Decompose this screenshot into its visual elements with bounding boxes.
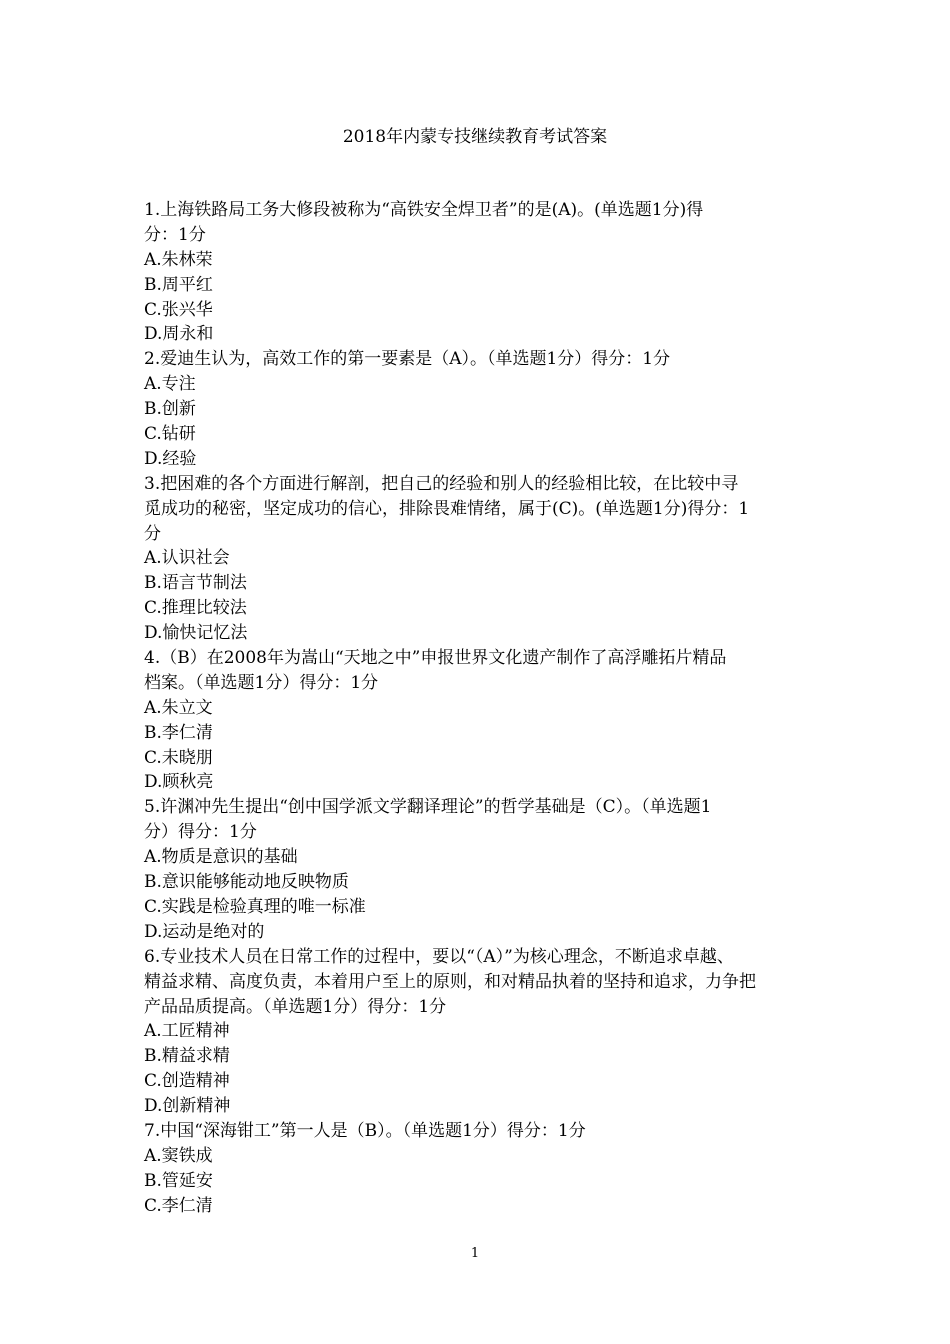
text-line: D.愉快记忆法 [144,623,248,644]
text-line: A.窦铁成 [144,1145,213,1166]
text-line: D.顾秋亮 [144,772,214,793]
text-line: 分）得分：1分 [144,822,257,843]
page-title: 2018年内蒙专技继续教育考试答案 [342,127,608,147]
text-line: 分：1分 [144,224,206,245]
text-line: 6.专业技术人员在日常工作的过程中，要以“（A）”为核心理念，不断追求卓越、 [144,946,734,967]
text-line: B.周平红 [144,274,213,295]
text-line: C.创造精神 [144,1071,230,1092]
text-line: 分 [144,523,161,544]
text-line: C.张兴华 [144,299,213,320]
text-line: B.管延安 [144,1170,213,1191]
text-line: D.经验 [144,448,197,469]
text-line: D.周永和 [144,324,214,345]
text-line: C.实践是检验真理的唯一标准 [144,896,366,917]
document-body [144,198,814,1219]
text-line: 5.许渊冲先生提出“创中国学派文学翻译理论”的哲学基础是（C）。（单选题1 [144,797,712,818]
text-line: 7.中国“深海钳工”第一人是（B）。（单选题1分）得分：1分 [144,1120,586,1141]
text-line: 2.爱迪生认为，高效工作的第一要素是（A）。（单选题1分）得分：1分 [144,349,671,370]
text-line: D.运动是绝对的 [144,921,265,942]
text-line: 档案。（单选题1分）得分：1分 [144,672,379,693]
text-line: A.工匠精神 [144,1021,230,1042]
page-number: 1 [470,1246,480,1261]
text-line: B.李仁清 [144,722,213,743]
text-line: A.专注 [144,374,196,395]
text-line: B.创新 [144,399,196,420]
text-line: B.语言节制法 [144,573,247,594]
text-line: C.钻研 [144,424,196,445]
text-line: B.意识能够能动地反映物质 [144,872,349,893]
text-line: B.精益求精 [144,1046,230,1067]
text-line: 觅成功的秘密，坚定成功的信心，排除畏难情绪，属于(C)。(单选题1分)得分：1 [144,498,750,519]
text-line: A.朱立文 [144,697,213,718]
text-line: A.认识社会 [144,548,230,569]
text-line: C.推理比较法 [144,598,247,619]
text-line: C.未晓朋 [144,747,213,768]
text-line: 3.把困难的各个方面进行解剖，把自己的经验和别人的经验相比较，在比较中寻 [144,473,739,494]
text-line: C.李仁清 [144,1195,213,1216]
text-line: A.物质是意识的基础 [144,847,298,868]
text-line: A.朱林荣 [144,249,213,270]
text-line: 4.（B）在2008年为嵩山“天地之中”申报世界文化遗产制作了高浮雕拓片精品 [144,648,727,669]
text-line: 1.上海铁路局工务大修段被称为“高铁安全焊卫者”的是(A)。(单选题1分)得 [144,200,704,220]
text-line: D.创新精神 [144,1096,231,1117]
text-line: 产品品质提高。（单选题1分）得分：1分 [144,996,447,1017]
text-line: 精益求精、高度负责，本着用户至上的原则，和对精品执着的坚持和追求，力争把 [144,971,756,992]
